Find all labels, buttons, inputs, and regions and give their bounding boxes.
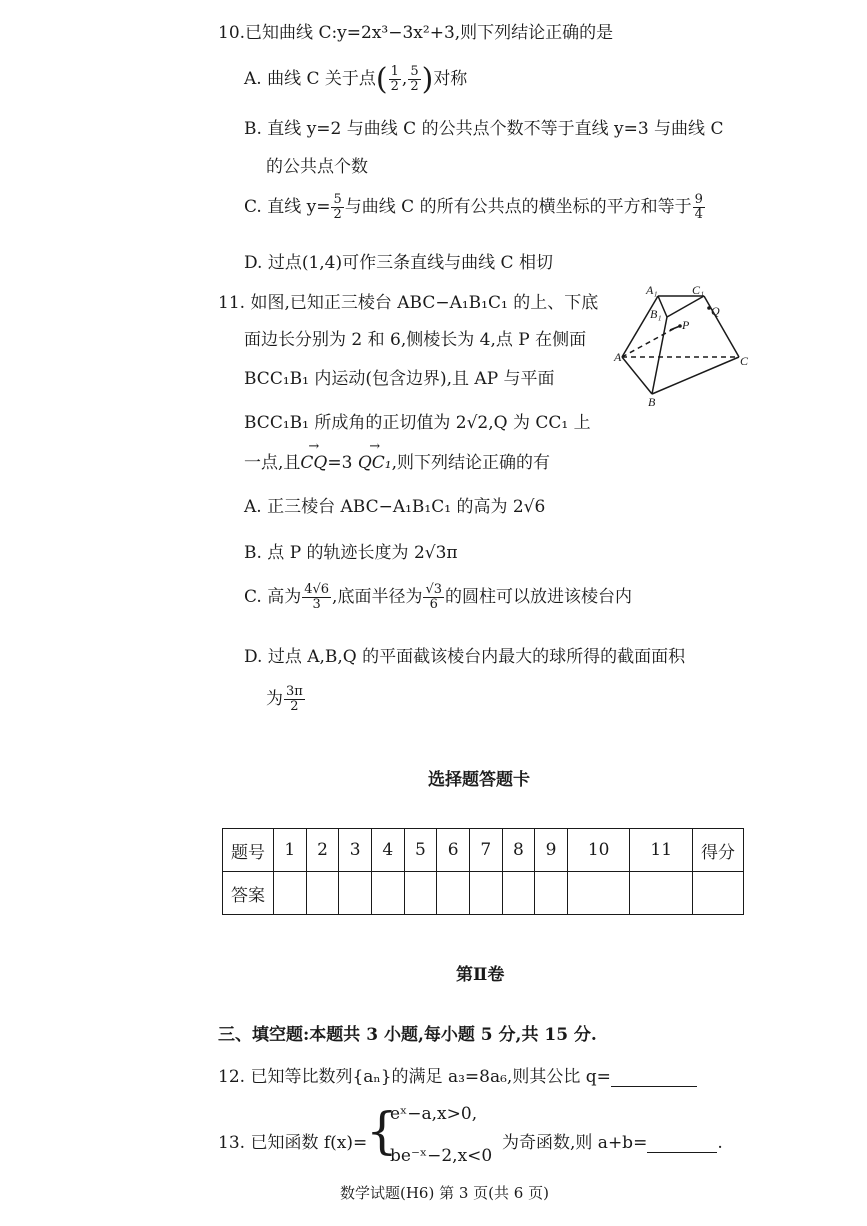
cell-q10: 10 <box>567 829 630 872</box>
edge-bb1 <box>652 317 667 394</box>
cell-q9: 9 <box>535 829 568 872</box>
q10-c-frac2: $\frac{9}{4}$ <box>694 192 703 222</box>
cell-q1: 1 <box>274 829 307 872</box>
label-a: A <box>614 350 622 364</box>
edge-cc1 <box>704 296 739 357</box>
q13-answer-blank[interactable] <box>647 1134 717 1153</box>
part2-title: 第Ⅱ卷 <box>456 965 505 985</box>
label-b: B <box>648 395 656 409</box>
label-c1: C₁ <box>692 283 705 297</box>
answer-card-title: 选择题答题卡 <box>428 770 530 790</box>
q10-option-b-line2: 的公共点个数 <box>266 157 368 177</box>
vector-qc1: → QC₁ <box>358 453 392 473</box>
q11-option-c: C. 高为 $\frac{4√6}{3}$ ,底面半径为 $\frac{√3}{6}$ 的圆柱可以放进该棱台内 <box>244 582 633 612</box>
q12-text: 12. 已知等比数列{aₙ}的满足 a₃=8a₆,则其公比 q= <box>218 1062 697 1087</box>
q13-case2: be⁻ˣ−2,x<0 <box>390 1146 493 1166</box>
q13-case1: eˣ−a,x>0, <box>390 1104 478 1124</box>
answer-cell[interactable] <box>404 872 437 915</box>
q10-c-frac1: $\frac{5}{2}$ <box>333 192 342 222</box>
label-b1: B₁ <box>650 307 662 321</box>
cell-q6: 6 <box>437 829 470 872</box>
q11-c-frac2: $\frac{√3}{6}$ <box>425 582 443 612</box>
answer-card-row-answers <box>223 872 744 915</box>
q10-stem: 10.已知曲线 C:y=2x³−3x²+3,则下列结论正确的是 <box>218 23 614 43</box>
answer-cell[interactable] <box>339 872 372 915</box>
vector-cq: → CQ <box>300 453 327 473</box>
cell-q11: 11 <box>630 829 693 872</box>
answer-cell[interactable] <box>437 872 470 915</box>
q11-line4: BCC₁B₁ 所成角的正切值为 2√2,Q 为 CC₁ 上 <box>244 413 591 433</box>
answer-cell[interactable] <box>274 872 307 915</box>
answer-cell[interactable] <box>630 872 693 915</box>
label-q: Q <box>711 304 720 318</box>
cell-q5: 5 <box>404 829 437 872</box>
q11-line5: 一点,且→ CQ=3 → QC₁,则下列结论正确的有 <box>244 448 550 473</box>
q10-a-frac2: $\frac{5}{2}$ <box>410 64 419 94</box>
q10-a-frac1: $\frac{1}{2}$ <box>390 64 399 94</box>
q12-answer-blank[interactable] <box>611 1068 697 1087</box>
q11-d-frac: $\frac{3\pi}{2}$ <box>286 684 303 714</box>
page-footer: 数学试题(H6) 第 3 页(共 6 页) <box>340 1184 549 1202</box>
answer-cell[interactable] <box>306 872 339 915</box>
piecewise-brace: { <box>366 1102 398 1160</box>
edge-b1c1 <box>667 296 704 317</box>
answer-card-table <box>222 828 744 915</box>
q10-option-a: A. 曲线 C 关于点( $\frac{1}{2}$ , $\frac{5}{2}$ )对称 <box>244 62 468 97</box>
q10-a-pre: A. 曲线 C 关于点 <box>244 69 376 89</box>
cell-score-label: 得分 <box>693 829 744 872</box>
cell-q8: 8 <box>502 829 535 872</box>
cell-q3: 3 <box>339 829 372 872</box>
answer-cell[interactable] <box>535 872 568 915</box>
q11-line3: BCC₁B₁ 内运动(包含边界),且 AP 与平面 <box>244 369 555 389</box>
cell-q4: 4 <box>371 829 404 872</box>
q11-option-d-line2: 为 $\frac{3\pi}{2}$ <box>266 684 303 714</box>
q10-option-b-line1: B. 直线 y=2 与曲线 C 的公共点个数不等于直线 y=3 与曲线 C <box>244 119 724 139</box>
q10-option-d: D. 过点(1,4)可作三条直线与曲线 C 相切 <box>244 253 553 273</box>
answer-cell[interactable] <box>567 872 630 915</box>
section3-title: 三、填空题:本题共 3 小题,每小题 5 分,共 15 分. <box>218 1025 597 1045</box>
q11-option-b: B. 点 P 的轨迹长度为 2√3π <box>244 543 458 563</box>
frustum-figure <box>612 282 752 410</box>
q11-option-d-line1: D. 过点 A,B,Q 的平面截该棱台内最大的球所得的截面面积 <box>244 647 686 667</box>
cell-q7: 7 <box>469 829 502 872</box>
q13-post: 为奇函数,则 a+b= . <box>502 1133 723 1153</box>
answer-cell[interactable] <box>371 872 404 915</box>
score-cell[interactable] <box>693 872 744 915</box>
edge-ab <box>622 357 652 394</box>
q13-pre: 13. 已知函数 f(x)= <box>218 1133 368 1153</box>
answer-cell[interactable] <box>502 872 535 915</box>
label-p: P <box>682 318 690 332</box>
q11-c-frac1: $\frac{4√6}{3}$ <box>304 582 330 612</box>
label-a1: A₁ <box>646 283 658 297</box>
edge-bc <box>652 357 739 394</box>
cell-header-label: 题号 <box>223 829 274 872</box>
label-c: C <box>740 354 749 368</box>
answer-card-row-numbers <box>223 829 744 872</box>
q11-option-a: A. 正三棱台 ABC−A₁B₁C₁ 的高为 2√6 <box>244 497 546 517</box>
q11-line2: 面边长分别为 2 和 6,侧棱长为 4,点 P 在侧面 <box>244 330 587 350</box>
q11-line1: 11. 如图,已知正三棱台 ABC−A₁B₁C₁ 的上、下底 <box>218 293 599 313</box>
answer-cell[interactable] <box>469 872 502 915</box>
cell-q2: 2 <box>306 829 339 872</box>
cell-answer-label: 答案 <box>223 872 274 915</box>
q10-a-post: 对称 <box>433 69 468 89</box>
q10-option-c: C. 直线 y= $\frac{5}{2}$ 与曲线 C 的所有公共点的横坐标的平方和等于 $\frac{9}{4}$ <box>244 192 703 222</box>
